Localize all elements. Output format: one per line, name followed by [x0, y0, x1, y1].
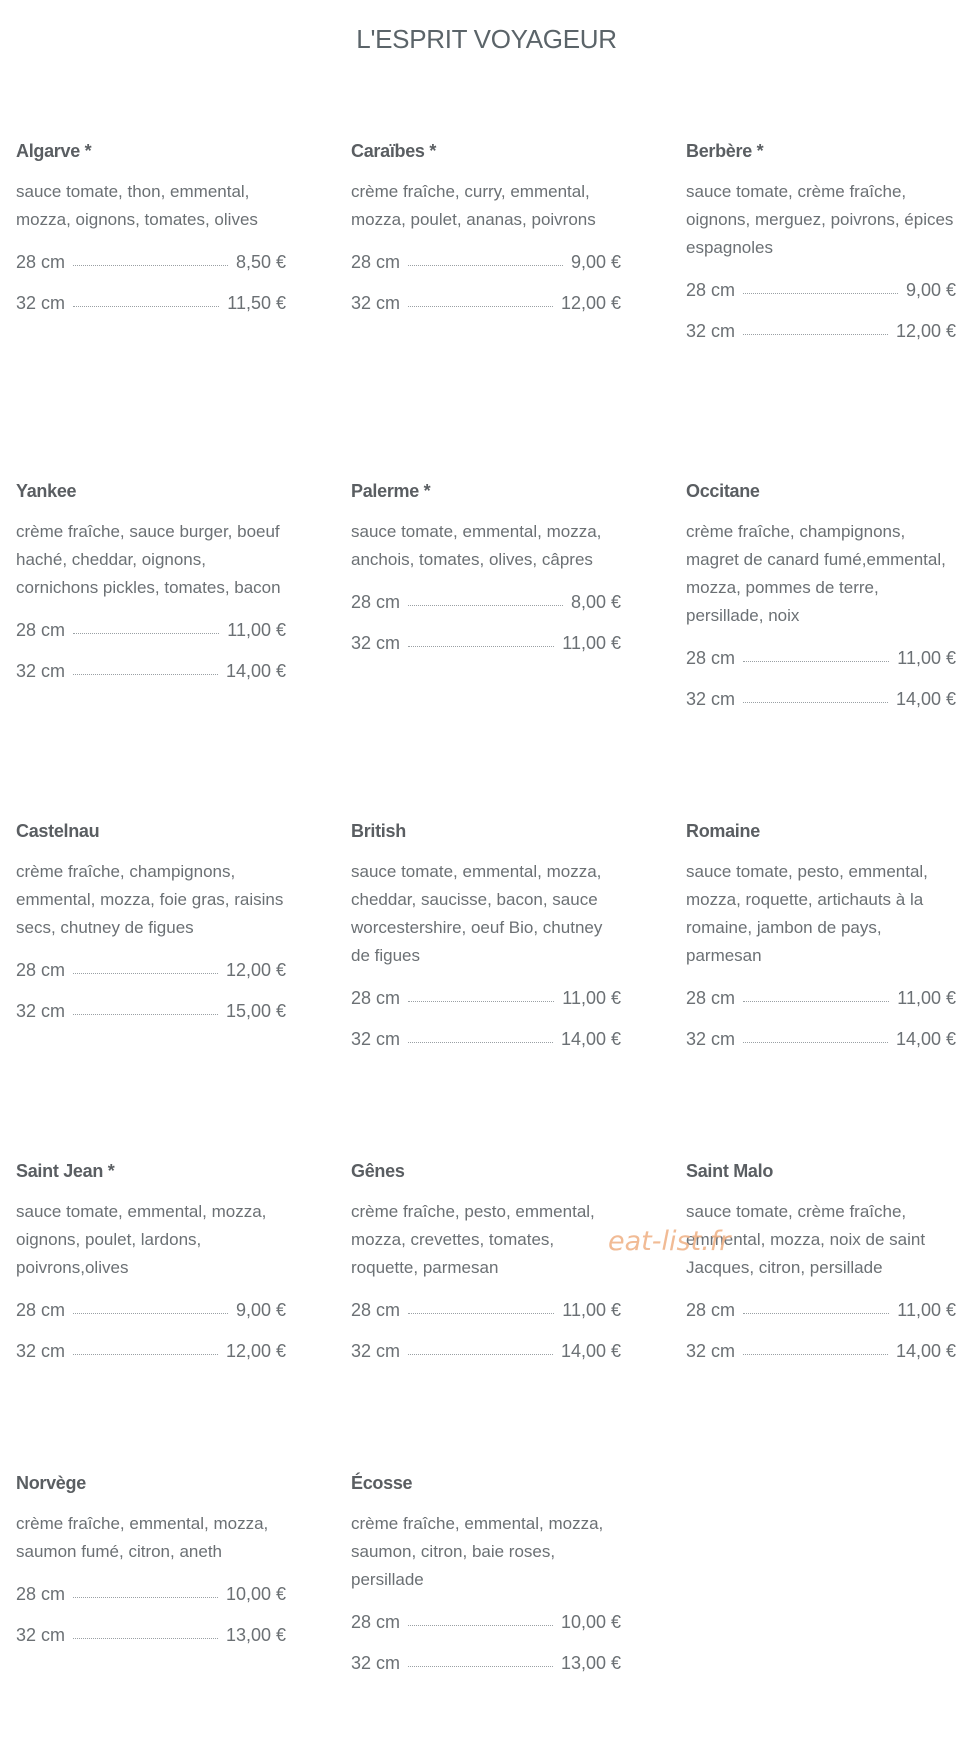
price-value: 10,00 €	[560, 1612, 621, 1632]
price-value: 9,00 €	[905, 280, 956, 300]
menu-item	[16, 1160, 286, 1472]
item-name: Castelnau	[16, 821, 100, 841]
price-value: 14,00 €	[895, 1341, 956, 1361]
price-list	[16, 248, 286, 330]
price-row	[686, 276, 956, 317]
watermark: eat-list.fr	[608, 1226, 731, 1257]
price-value: 14,00 €	[895, 1029, 956, 1049]
item-description: crème fraîche, sauce burger, boeuf haché, cheddar, oignons, cornichons pickles, tomates, bacon	[16, 522, 281, 597]
price-row	[351, 1296, 621, 1337]
menu-item	[351, 1160, 621, 1472]
price-size: 32 cm	[686, 689, 736, 709]
menu-item	[351, 140, 621, 480]
price-row	[351, 1337, 621, 1378]
price-size: 32 cm	[351, 633, 401, 653]
dotted-leader	[73, 265, 228, 266]
price-size: 32 cm	[16, 1341, 66, 1361]
price-size: 32 cm	[16, 661, 66, 681]
price-size: 32 cm	[351, 1029, 401, 1049]
dotted-leader	[408, 605, 563, 606]
price-size: 32 cm	[16, 293, 66, 313]
price-value: 11,00 €	[562, 988, 621, 1008]
item-description: sauce tomate, crème fraîche, oignons, merguez, poivrons, épices espagnoles	[686, 182, 954, 257]
price-list	[351, 984, 621, 1066]
price-value: 14,00 €	[560, 1341, 621, 1361]
dotted-leader	[408, 1313, 554, 1314]
price-row	[351, 588, 621, 629]
dotted-leader	[743, 334, 888, 335]
dotted-leader	[743, 1313, 889, 1314]
price-value: 14,00 €	[225, 661, 286, 681]
item-description: sauce tomate, emmental, mozza, anchois, tomates, olives, câpres	[351, 522, 602, 569]
price-list	[16, 1580, 286, 1662]
menu-item	[351, 820, 621, 1160]
price-row	[351, 629, 621, 670]
price-list	[16, 956, 286, 1038]
item-name: Saint Jean *	[16, 1161, 115, 1181]
menu-item	[686, 820, 956, 1160]
price-size: 28 cm	[351, 252, 401, 272]
dotted-leader	[73, 633, 219, 634]
dotted-leader	[73, 306, 219, 307]
price-size: 28 cm	[686, 1300, 736, 1320]
price-size: 28 cm	[351, 1612, 401, 1632]
menu-item	[686, 480, 956, 820]
item-description: sauce tomate, emmental, mozza, cheddar, saucisse, bacon, sauce worcestershire, oeuf Bio, chutney de figues	[351, 862, 603, 965]
price-list	[686, 984, 956, 1066]
price-value: 8,50 €	[235, 252, 286, 272]
dotted-leader	[408, 646, 554, 647]
price-size: 32 cm	[16, 1001, 66, 1021]
menu-item	[16, 1472, 286, 1752]
item-name: British	[351, 821, 406, 841]
dotted-leader	[73, 1313, 228, 1314]
price-list	[16, 1296, 286, 1378]
price-value: 12,00 €	[895, 321, 956, 341]
price-list	[686, 1296, 956, 1378]
price-row	[16, 997, 286, 1038]
dotted-leader	[73, 1638, 218, 1639]
price-value: 14,00 €	[560, 1029, 621, 1049]
dotted-leader	[743, 702, 888, 703]
price-row	[16, 1337, 286, 1378]
price-value: 10,00 €	[225, 1584, 286, 1604]
dotted-leader	[408, 1001, 554, 1002]
menu-item	[16, 140, 286, 480]
dotted-leader	[743, 1001, 889, 1002]
price-size: 32 cm	[16, 1625, 66, 1645]
price-size: 28 cm	[686, 280, 736, 300]
dotted-leader	[73, 1354, 218, 1355]
price-size: 32 cm	[351, 293, 401, 313]
menu-item	[351, 1472, 621, 1752]
price-row	[16, 956, 286, 997]
price-row	[16, 248, 286, 289]
price-value: 11,00 €	[897, 988, 956, 1008]
dotted-leader	[73, 674, 218, 675]
price-value: 12,00 €	[225, 960, 286, 980]
item-name: Norvège	[16, 1473, 86, 1493]
menu-item	[351, 480, 621, 820]
price-row	[351, 248, 621, 289]
dotted-leader	[408, 1042, 553, 1043]
price-size: 32 cm	[351, 1341, 401, 1361]
dotted-leader	[408, 1354, 553, 1355]
dotted-leader	[73, 1597, 218, 1598]
item-name: Écosse	[351, 1473, 413, 1493]
page-title: L'ESPRIT VOYAGEUR	[356, 24, 617, 54]
price-row	[686, 644, 956, 685]
price-size: 28 cm	[351, 1300, 401, 1320]
item-description: crème fraîche, emmental, mozza, saumon, citron, baie roses, persillade	[351, 1514, 604, 1589]
dotted-leader	[408, 1666, 553, 1667]
price-row	[16, 1580, 286, 1621]
price-value: 15,00 €	[225, 1001, 286, 1021]
dotted-leader	[743, 1354, 888, 1355]
price-value: 11,50 €	[227, 293, 286, 313]
price-size: 28 cm	[351, 592, 401, 612]
price-value: 11,00 €	[562, 633, 621, 653]
item-description: crème fraîche, emmental, mozza, saumon fumé, citron, aneth	[16, 1514, 269, 1561]
dotted-leader	[73, 1014, 218, 1015]
menu-item	[16, 480, 286, 820]
price-row	[16, 289, 286, 330]
price-value: 13,00 €	[225, 1625, 286, 1645]
item-description: sauce tomate, pesto, emmental, mozza, roquette, artichauts à la romaine, jambon de pays, parmesan	[686, 862, 928, 965]
menu-grid	[16, 140, 957, 1752]
item-name: Caraïbes *	[351, 141, 437, 161]
price-row	[16, 616, 286, 657]
price-row	[351, 984, 621, 1025]
menu-item	[686, 140, 956, 480]
price-value: 14,00 €	[895, 689, 956, 709]
price-row	[686, 984, 956, 1025]
item-name: Yankee	[16, 481, 77, 501]
item-name: Berbère *	[686, 141, 764, 161]
price-size: 28 cm	[16, 1584, 66, 1604]
price-size: 28 cm	[351, 988, 401, 1008]
item-description: crème fraîche, curry, emmental, mozza, poulet, ananas, poivrons	[351, 182, 596, 229]
price-row	[686, 1337, 956, 1378]
price-size: 32 cm	[686, 321, 736, 341]
price-row	[351, 1025, 621, 1066]
price-list	[351, 248, 621, 330]
price-size: 28 cm	[16, 252, 66, 272]
price-row	[16, 1621, 286, 1662]
dotted-leader	[408, 306, 553, 307]
price-size: 32 cm	[351, 1653, 401, 1673]
menu-item	[16, 820, 286, 1160]
price-value: 9,00 €	[570, 252, 621, 272]
item-name: Saint Malo	[686, 1161, 774, 1181]
price-value: 8,00 €	[570, 592, 621, 612]
price-list	[351, 1296, 621, 1378]
price-row	[686, 685, 956, 726]
price-list	[351, 588, 621, 670]
price-value: 9,00 €	[235, 1300, 286, 1320]
dotted-leader	[743, 293, 898, 294]
price-row	[686, 1025, 956, 1066]
price-value: 11,00 €	[562, 1300, 621, 1320]
price-row	[16, 1296, 286, 1337]
item-description: crème fraîche, pesto, emmental, mozza, crevettes, tomates, roquette, parmesan	[351, 1202, 595, 1277]
item-name: Gênes	[351, 1161, 405, 1181]
menu-item	[686, 1160, 956, 1472]
price-size: 32 cm	[686, 1029, 736, 1049]
price-value: 12,00 €	[225, 1341, 286, 1361]
item-name: Palerme *	[351, 481, 431, 501]
dotted-leader	[743, 661, 889, 662]
price-size: 32 cm	[686, 1341, 736, 1361]
item-name: Romaine	[686, 821, 760, 841]
price-list	[686, 644, 956, 726]
price-size: 28 cm	[16, 620, 66, 640]
price-value: 11,00 €	[227, 620, 286, 640]
price-row	[686, 1296, 956, 1337]
price-row	[686, 317, 956, 358]
dotted-leader	[408, 265, 563, 266]
price-row	[351, 1608, 621, 1649]
item-description: sauce tomate, emmental, mozza, oignons, poulet, lardons, poivrons,olives	[16, 1202, 267, 1277]
price-value: 11,00 €	[897, 1300, 956, 1320]
price-size: 28 cm	[686, 648, 736, 668]
price-size: 28 cm	[16, 960, 66, 980]
item-name: Occitane	[686, 481, 760, 501]
price-list	[16, 616, 286, 698]
item-name: Algarve *	[16, 141, 92, 161]
price-value: 12,00 €	[560, 293, 621, 313]
item-description: crème fraîche, champignons, emmental, mozza, foie gras, raisins secs, chutney de figues	[16, 862, 284, 937]
item-description: sauce tomate, thon, emmental, mozza, oignons, tomates, olives	[16, 182, 258, 229]
price-value: 11,00 €	[897, 648, 956, 668]
dotted-leader	[743, 1042, 888, 1043]
price-row	[351, 1649, 621, 1690]
price-size: 28 cm	[16, 1300, 66, 1320]
price-row	[351, 289, 621, 330]
price-row	[16, 657, 286, 698]
item-description: sauce tomate, crème fraîche, emmental, mozza, noix de saint Jacques, citron, persillade	[686, 1202, 926, 1277]
price-size: 28 cm	[686, 988, 736, 1008]
price-list	[351, 1608, 621, 1690]
price-list	[686, 276, 956, 358]
price-value: 13,00 €	[560, 1653, 621, 1673]
item-description: crème fraîche, champignons, magret de canard fumé,emmental, mozza, pommes de terre, persillade, noix	[686, 522, 946, 625]
dotted-leader	[408, 1625, 553, 1626]
dotted-leader	[73, 973, 218, 974]
